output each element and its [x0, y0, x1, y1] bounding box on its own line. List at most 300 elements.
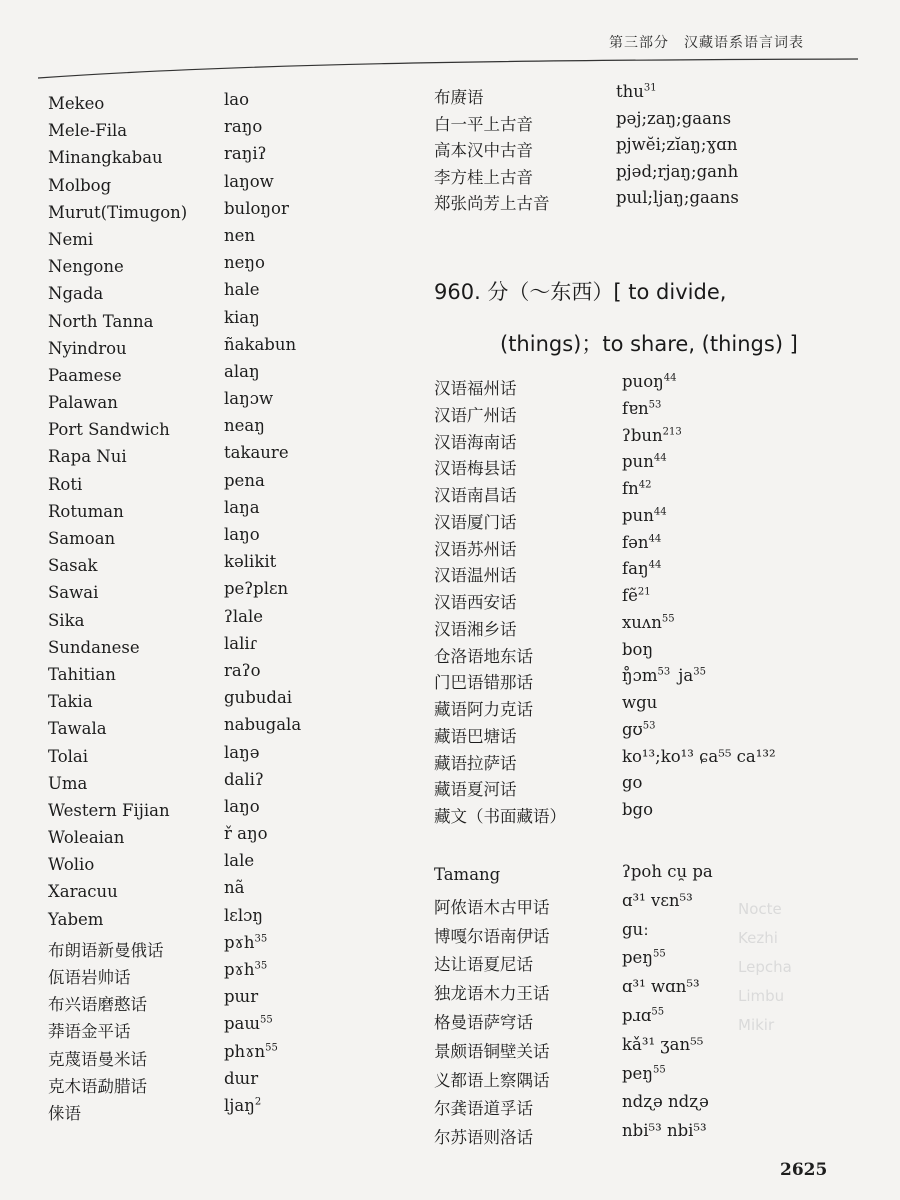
language-name: 高本汉中古音 — [434, 141, 533, 161]
language-name: Palawan — [48, 393, 118, 413]
form-text: kǎ³¹ ʒan⁵⁵ — [622, 1034, 704, 1054]
word-form — [622, 372, 676, 391]
word-form — [224, 199, 289, 218]
language-name: 汉语厦门话 — [434, 512, 517, 532]
form-text: guː — [622, 919, 649, 939]
word-form — [224, 308, 260, 327]
language-name: Wolio — [48, 855, 95, 875]
word-form — [224, 552, 276, 571]
entry-row — [434, 1006, 874, 1035]
language-name: 独龙语木力王话 — [434, 984, 550, 1004]
form-text: neaŋ — [224, 416, 265, 436]
entry-row — [48, 443, 378, 470]
form-text: pun — [622, 505, 654, 525]
language-name: Sasak — [48, 556, 98, 576]
language-name: 汉语海南话 — [434, 432, 517, 452]
language-name: 布兴语磨憨话 — [48, 995, 147, 1015]
language-name: Port Sandwich — [48, 420, 170, 440]
word-form — [622, 948, 666, 967]
entry-row — [434, 747, 874, 774]
word-form — [622, 1092, 709, 1111]
language-name: Rapa Nui — [48, 447, 127, 467]
word-form — [224, 253, 265, 272]
language-name: Samoan — [48, 529, 116, 548]
form-text: pena — [224, 470, 265, 490]
language-name: Murut(Timugon) — [48, 202, 188, 222]
entry-row — [48, 661, 378, 688]
word-form — [622, 977, 700, 996]
word-form — [622, 1035, 703, 1054]
form-text: peŋ — [622, 1063, 653, 1083]
language-name: 汉语西安话 — [434, 593, 517, 612]
entry-row — [48, 117, 378, 144]
language-name: 汉语南昌话 — [434, 486, 517, 505]
form-text: ʔbun — [622, 425, 663, 445]
language-name: Mekeo — [48, 94, 105, 113]
word-form — [224, 797, 260, 816]
language-name: 汉语福州话 — [434, 379, 517, 398]
form-text: pɯl;ljaŋ;gaans — [616, 188, 739, 208]
tone-superscript: 21 — [637, 586, 651, 598]
word-form — [622, 506, 667, 525]
language-name: Molbog — [48, 175, 112, 195]
entry-row — [434, 862, 874, 891]
form-text: ndʐə ndʐə — [622, 1092, 709, 1112]
form-text: laliɾ — [224, 633, 258, 653]
entry-row — [48, 253, 378, 280]
entry-row — [48, 987, 378, 1014]
left-word-list — [48, 90, 378, 1123]
form-text: ŋ̊ɔm — [622, 666, 658, 686]
right-mid-word-list — [434, 372, 874, 827]
form-text: lale — [224, 851, 255, 871]
word-form — [224, 471, 265, 490]
tone-superscript-2: 35 — [693, 666, 706, 678]
word-form — [224, 389, 273, 408]
entry-row — [434, 188, 874, 215]
entry-row — [434, 1121, 874, 1150]
language-name: 汉语湘乡话 — [434, 619, 517, 639]
tone-superscript: 53 — [648, 399, 662, 411]
bleed-through-word: Kezhi — [738, 929, 778, 947]
entry-row — [434, 399, 874, 426]
form-text: buloŋor — [224, 198, 289, 218]
tone-superscript: 55 — [260, 1014, 273, 1026]
tone-superscript: 35 — [254, 960, 268, 972]
entry-row — [48, 525, 378, 552]
language-name: Woleaian — [48, 828, 125, 848]
word-form — [622, 1006, 664, 1025]
tone-superscript: 44 — [653, 452, 667, 464]
form-text: raŋo — [224, 117, 263, 137]
word-form — [622, 800, 653, 819]
entry-row — [434, 613, 874, 640]
entry-row — [434, 773, 874, 800]
form-text: kiaŋ — [224, 307, 260, 327]
entry-row — [48, 416, 378, 443]
form-text: pəj;zaŋ;gaans — [616, 108, 732, 128]
tone-superscript: 44 — [648, 559, 662, 571]
language-name: Tahitian — [48, 664, 116, 684]
language-name: 莽语金平话 — [48, 1022, 131, 1042]
bleed-through-text — [738, 900, 808, 1045]
form-text: puoŋ — [622, 372, 664, 391]
language-name: Tawala — [48, 719, 107, 739]
entry-row — [48, 960, 378, 987]
form-text: pun — [622, 452, 654, 472]
entry-row — [48, 688, 378, 715]
language-name: 达让语夏尼话 — [434, 955, 533, 975]
form-text: nen — [224, 225, 256, 245]
form-text: pɹɑ — [622, 1005, 652, 1025]
entry-row — [434, 586, 874, 613]
form-text: neŋo — [224, 253, 265, 273]
bleed-through-word: Mikir — [738, 1016, 775, 1034]
word-form — [622, 452, 667, 471]
word-form — [224, 987, 258, 1006]
form-text: phɤn — [224, 1041, 266, 1061]
form-text: thu — [616, 82, 644, 101]
word-form — [616, 82, 657, 101]
word-form — [622, 559, 661, 578]
word-form — [224, 878, 244, 897]
word-form — [622, 1121, 707, 1140]
entry-row — [434, 426, 874, 453]
form-text-2: ja — [678, 666, 694, 686]
language-name: Ngada — [48, 284, 104, 304]
entry-row — [48, 906, 378, 933]
word-form — [622, 773, 643, 792]
form-text: laŋə — [224, 742, 260, 762]
form-text: pɤh — [224, 932, 255, 952]
language-name: 李方桂上古音 — [434, 167, 533, 187]
form-text: ko¹³;ko¹³ ɕa⁵⁵ ca¹³² — [622, 746, 776, 766]
form-text: raʔo — [224, 660, 261, 680]
form-text: takaure — [224, 443, 289, 463]
language-name: 白一平上古音 — [434, 114, 533, 134]
entry-row — [434, 720, 874, 747]
language-name: 汉语梅县话 — [434, 459, 517, 479]
form-text: gubudai — [224, 688, 293, 708]
form-text: fn — [622, 479, 639, 498]
language-name: 汉语苏州话 — [434, 539, 517, 559]
entry-row — [48, 1069, 378, 1096]
language-name: Paamese — [48, 365, 122, 385]
word-form — [224, 607, 263, 626]
language-name: 格曼语萨穹话 — [434, 1012, 533, 1032]
form-text: paɯ — [224, 1014, 261, 1034]
entry-row — [48, 199, 378, 226]
word-form — [224, 226, 255, 245]
page-number: 2625 — [780, 1160, 828, 1180]
form-text: laŋa — [224, 497, 260, 517]
entry-row — [48, 226, 378, 253]
language-name: North Tanna — [48, 311, 154, 331]
tone-superscript: 53 — [642, 720, 656, 732]
word-form — [616, 188, 739, 207]
word-form — [224, 906, 263, 925]
language-name: 博嘎尔语南伊话 — [434, 926, 550, 946]
form-text: daliʔ — [224, 769, 264, 789]
word-form — [622, 479, 651, 498]
entry-row — [434, 891, 874, 920]
bleed-through-word: Nocte — [738, 900, 782, 918]
entry-row — [48, 634, 378, 661]
entry-row — [48, 172, 378, 199]
word-form — [224, 525, 260, 544]
form-text: ɑ³¹ vɛn⁵³ — [622, 890, 693, 910]
entry-row — [434, 800, 874, 827]
entry-row — [434, 533, 874, 560]
word-form — [622, 862, 713, 881]
entry-row — [48, 851, 378, 878]
entry-row — [434, 1092, 874, 1121]
word-form — [622, 891, 693, 910]
form-text: fẽ — [622, 586, 638, 605]
form-text: alaŋ — [224, 361, 260, 381]
word-form — [224, 824, 268, 843]
language-name: Yabem — [48, 909, 104, 929]
form-text: fɐn — [622, 398, 649, 418]
entry-row — [48, 1014, 378, 1041]
word-form — [224, 1042, 278, 1061]
word-form — [224, 117, 262, 136]
word-form — [616, 135, 737, 154]
form-text: faŋ — [622, 559, 649, 579]
word-form — [224, 579, 288, 598]
tone-superscript: 31 — [643, 82, 657, 94]
entry-heading-line2: (things)；to share, (things) ] — [500, 332, 798, 356]
language-name: 克木语勐腊话 — [48, 1076, 147, 1096]
form-text: ɑ³¹ wɑn⁵³ — [622, 977, 700, 997]
form-text: pɯr — [224, 987, 259, 1007]
form-text: raŋiʔ — [224, 144, 267, 164]
word-form — [224, 335, 296, 354]
word-form — [224, 362, 260, 381]
word-form — [622, 720, 656, 739]
tone-superscript: 44 — [663, 372, 677, 384]
language-name: 藏语阿力克话 — [434, 700, 533, 719]
entry-heading-line1: 960. 分（～东西）[ to divide, — [434, 280, 727, 304]
entry-row — [48, 498, 378, 525]
tone-superscript: 44 — [653, 506, 667, 518]
form-text: nabugala — [224, 715, 302, 735]
entry-row — [48, 1042, 378, 1069]
word-form — [224, 172, 274, 191]
word-form — [224, 933, 267, 952]
form-text: nã — [224, 878, 245, 898]
entry-row — [434, 372, 874, 399]
word-form — [224, 1069, 258, 1088]
language-name: Tolai — [48, 746, 89, 766]
form-text: boŋ — [622, 639, 654, 659]
form-text: xuʌn — [622, 612, 662, 632]
form-text: lɛlɔŋ — [224, 905, 263, 925]
word-form — [622, 586, 651, 605]
form-text: ʔlale — [224, 606, 264, 626]
word-form — [622, 399, 661, 418]
tone-superscript: 213 — [662, 426, 682, 437]
word-form — [616, 109, 731, 128]
language-name: 门巴语错那话 — [434, 673, 533, 693]
form-text: dɯr — [224, 1068, 259, 1088]
form-text: lao — [224, 90, 250, 109]
bleed-through-word: Lepcha — [738, 958, 792, 976]
bleed-through-word: Limbu — [738, 987, 785, 1005]
entry-row — [48, 552, 378, 579]
form-text: laŋow — [224, 171, 274, 191]
entry-row — [434, 1064, 874, 1093]
word-form — [224, 715, 301, 734]
word-form — [622, 1064, 666, 1083]
entry-row — [434, 559, 874, 586]
language-name: Sawai — [48, 583, 99, 603]
word-form — [622, 920, 649, 939]
form-text: laŋɔw — [224, 389, 274, 409]
language-name: 仓洛语地东话 — [434, 646, 533, 666]
word-form — [224, 498, 260, 517]
language-name: 布朗语新曼俄话 — [48, 940, 164, 960]
language-name: 汉语广州话 — [434, 405, 517, 425]
entry-row — [434, 506, 874, 533]
word-form — [224, 443, 289, 462]
entry-row — [434, 977, 874, 1006]
language-name: 克蔑语曼米话 — [48, 1049, 147, 1069]
word-form — [622, 666, 706, 685]
form-text: laŋo — [224, 796, 260, 816]
word-form — [616, 162, 738, 181]
form-text: wgu — [622, 693, 658, 712]
entry-row — [48, 797, 378, 824]
language-name: Rotuman — [48, 501, 124, 521]
running-head: 第三部分 汉藏语系语言词表 — [609, 35, 804, 51]
right-bottom-word-list — [434, 862, 874, 1150]
language-name: Xaracuu — [48, 882, 118, 902]
form-text: pɤh — [224, 960, 255, 979]
language-name: 景颇语铜壁关话 — [434, 1041, 550, 1061]
tone-superscript: 55 — [651, 1006, 665, 1018]
language-name: 藏语巴塘话 — [434, 726, 517, 746]
language-name: 义都语上察隅话 — [434, 1070, 550, 1090]
language-name: Sundanese — [48, 637, 140, 657]
language-name: Uma — [48, 773, 88, 793]
entry-row — [48, 824, 378, 851]
word-form — [224, 770, 264, 789]
language-name: 阿侬语木古甲话 — [434, 897, 550, 917]
entry-row — [434, 479, 874, 506]
language-name: Tamang — [434, 865, 501, 884]
form-text: laŋo — [224, 525, 260, 544]
form-text: nbi⁵³ nbi⁵³ — [622, 1121, 707, 1141]
word-form — [224, 1096, 261, 1115]
entry-row — [434, 109, 874, 136]
form-text: ljaŋ — [224, 1095, 255, 1115]
word-form — [224, 634, 257, 653]
tone-superscript: 55 — [652, 1064, 666, 1076]
word-form — [224, 416, 265, 435]
form-text: go — [622, 773, 643, 793]
entry-row — [434, 920, 874, 949]
word-form — [224, 960, 267, 979]
word-form — [224, 144, 266, 163]
entry-row — [434, 452, 874, 479]
form-text: fən — [622, 532, 649, 552]
language-name: Roti — [48, 474, 83, 494]
word-form — [622, 533, 661, 552]
entry-row — [434, 666, 874, 693]
language-name: 藏语夏河话 — [434, 780, 517, 800]
entry-row — [434, 948, 874, 977]
language-name: 布赓语 — [434, 88, 484, 107]
word-form — [224, 688, 292, 707]
tone-superscript: 55 — [265, 1042, 278, 1054]
language-name: Nemi — [48, 229, 94, 249]
entry-row — [48, 933, 378, 960]
word-form — [224, 280, 260, 299]
form-text: kəlikit — [224, 552, 277, 572]
form-text: ñakabun — [224, 334, 297, 354]
word-form — [622, 426, 682, 445]
word-form — [622, 640, 653, 659]
language-name: Western Fijian — [48, 800, 170, 820]
word-form — [622, 613, 675, 632]
entry-row — [48, 770, 378, 797]
form-text: pjwĕi;zĭaŋ;ɣɑn — [616, 135, 738, 155]
entry-row — [434, 162, 874, 189]
form-text: ʔpoh cu̯ pa — [622, 862, 713, 881]
language-name: 佤语岩帅话 — [48, 968, 131, 987]
entry-row — [434, 640, 874, 667]
entry-row — [48, 362, 378, 389]
entry-row — [48, 90, 378, 117]
entry-row — [48, 144, 378, 171]
entry-row — [48, 715, 378, 742]
word-form — [622, 747, 776, 766]
form-text: bgo — [622, 800, 654, 819]
language-name: Mele-Fila — [48, 121, 128, 141]
entry-row — [48, 308, 378, 335]
word-form — [224, 90, 249, 109]
tone-superscript: 2 — [254, 1096, 262, 1108]
language-name: 藏文（书面藏语） — [434, 807, 566, 826]
language-name: 尔苏语则洛话 — [434, 1128, 533, 1148]
tone-superscript: 53 — [657, 666, 671, 678]
form-text: hale — [224, 280, 260, 300]
entry-row — [48, 743, 378, 770]
form-text: peʔplɛn — [224, 579, 289, 599]
language-name: Sika — [48, 610, 85, 630]
tone-superscript: 55 — [661, 613, 675, 625]
entry-row — [48, 280, 378, 307]
entry-row — [48, 335, 378, 362]
entry-row — [48, 389, 378, 416]
word-form — [224, 743, 260, 762]
form-text: peŋ — [622, 948, 653, 968]
form-text: ř aŋo — [224, 824, 268, 844]
form-text: pjəd;rjaŋ;ganh — [616, 161, 739, 181]
language-name: 汉语温州话 — [434, 566, 517, 586]
word-form — [224, 851, 254, 870]
tone-superscript: 44 — [648, 533, 662, 544]
word-form — [224, 1014, 273, 1033]
word-form — [622, 693, 657, 712]
entry-row — [48, 607, 378, 634]
language-name: Nyindrou — [48, 338, 127, 358]
language-name: 藏语拉萨话 — [434, 753, 517, 773]
header-rule — [38, 58, 858, 80]
word-form — [224, 661, 261, 680]
entry-row — [434, 82, 874, 109]
